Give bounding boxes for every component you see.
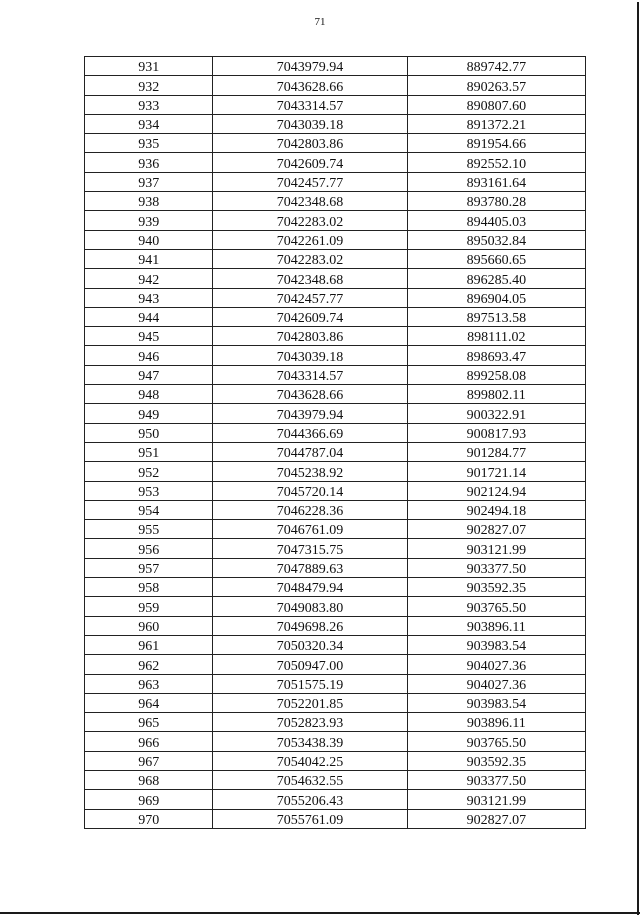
y-coordinate-cell: 899258.08 [407,365,585,384]
table-row [85,288,586,307]
y-coordinate-cell: 891954.66 [407,134,585,153]
x-coordinate-cell: 7043979.94 [213,57,407,76]
point-number-cell: 931 [85,57,213,76]
y-coordinate-cell: 896904.05 [407,288,585,307]
table-row [85,558,586,577]
table-row [85,134,586,153]
point-number-cell: 954 [85,500,213,519]
point-number-cell: 959 [85,597,213,616]
y-coordinate-cell: 899802.11 [407,385,585,404]
table-row [85,462,586,481]
table-row [85,269,586,288]
point-number-cell: 956 [85,539,213,558]
y-coordinate-cell: 903983.54 [407,693,585,712]
table-row [85,616,586,635]
point-number-cell: 957 [85,558,213,577]
y-coordinate-cell: 895660.65 [407,249,585,268]
x-coordinate-cell: 7043039.18 [213,114,407,133]
table-row [85,597,586,616]
y-coordinate-cell: 893161.64 [407,172,585,191]
table-row [85,751,586,770]
table-row [85,693,586,712]
y-coordinate-cell: 903121.99 [407,539,585,558]
point-number-cell: 965 [85,713,213,732]
table-row [85,385,586,404]
y-coordinate-cell: 890807.60 [407,95,585,114]
x-coordinate-cell: 7045238.92 [213,462,407,481]
point-number-cell: 935 [85,134,213,153]
x-coordinate-cell: 7042348.68 [213,269,407,288]
y-coordinate-cell: 903377.50 [407,558,585,577]
scan-border-right [637,2,639,915]
table-row [85,713,586,732]
x-coordinate-cell: 7043979.94 [213,404,407,423]
table-row [85,539,586,558]
point-number-cell: 964 [85,693,213,712]
x-coordinate-cell: 7046761.09 [213,520,407,539]
x-coordinate-cell: 7046228.36 [213,500,407,519]
y-coordinate-cell: 904027.36 [407,674,585,693]
table-row [85,346,586,365]
point-number-cell: 970 [85,809,213,828]
y-coordinate-cell: 903983.54 [407,635,585,654]
point-number-cell: 933 [85,95,213,114]
point-number-cell: 949 [85,404,213,423]
x-coordinate-cell: 7048479.94 [213,578,407,597]
point-number-cell: 946 [85,346,213,365]
x-coordinate-cell: 7052201.85 [213,693,407,712]
y-coordinate-cell: 902827.07 [407,809,585,828]
page-number: 71 [314,16,326,28]
y-coordinate-cell: 898111.02 [407,327,585,346]
point-number-cell: 937 [85,172,213,191]
point-number-cell: 968 [85,770,213,789]
y-coordinate-cell: 901721.14 [407,462,585,481]
x-coordinate-cell: 7055206.43 [213,790,407,809]
y-coordinate-cell: 892552.10 [407,153,585,172]
table-row [85,732,586,751]
x-coordinate-cell: 7047889.63 [213,558,407,577]
x-coordinate-cell: 7050320.34 [213,635,407,654]
y-coordinate-cell: 895032.84 [407,230,585,249]
x-coordinate-cell: 7055761.09 [213,809,407,828]
point-number-cell: 950 [85,423,213,442]
table-row [85,442,586,461]
x-coordinate-cell: 7043314.57 [213,95,407,114]
table-row [85,790,586,809]
y-coordinate-cell: 893780.28 [407,192,585,211]
point-number-cell: 939 [85,211,213,230]
x-coordinate-cell: 7043628.66 [213,385,407,404]
x-coordinate-cell: 7043314.57 [213,365,407,384]
point-number-cell: 948 [85,385,213,404]
table-row [85,230,586,249]
x-coordinate-cell: 7049698.26 [213,616,407,635]
point-number-cell: 943 [85,288,213,307]
point-number-cell: 940 [85,230,213,249]
x-coordinate-cell: 7042457.77 [213,288,407,307]
x-coordinate-cell: 7052823.93 [213,713,407,732]
coordinates-table-body [85,57,586,829]
y-coordinate-cell: 903896.11 [407,713,585,732]
point-number-cell: 944 [85,307,213,326]
scan-border-bottom [0,912,640,914]
table-row [85,249,586,268]
table-row [85,809,586,828]
x-coordinate-cell: 7051575.19 [213,674,407,693]
x-coordinate-cell: 7049083.80 [213,597,407,616]
y-coordinate-cell: 902494.18 [407,500,585,519]
table-row [85,770,586,789]
y-coordinate-cell: 904027.36 [407,655,585,674]
coordinates-table [84,56,586,829]
table-row [85,172,586,191]
y-coordinate-cell: 903121.99 [407,790,585,809]
point-number-cell: 953 [85,481,213,500]
y-coordinate-cell: 900817.93 [407,423,585,442]
point-number-cell: 960 [85,616,213,635]
y-coordinate-cell: 901284.77 [407,442,585,461]
table-row [85,192,586,211]
y-coordinate-cell: 890263.57 [407,76,585,95]
point-number-cell: 934 [85,114,213,133]
point-number-cell: 932 [85,76,213,95]
y-coordinate-cell: 903765.50 [407,732,585,751]
x-coordinate-cell: 7042348.68 [213,192,407,211]
y-coordinate-cell: 898693.47 [407,346,585,365]
table-row [85,211,586,230]
x-coordinate-cell: 7050947.00 [213,655,407,674]
y-coordinate-cell: 896285.40 [407,269,585,288]
x-coordinate-cell: 7042283.02 [213,211,407,230]
table-row [85,635,586,654]
table-row [85,57,586,76]
table-row [85,481,586,500]
point-number-cell: 958 [85,578,213,597]
x-coordinate-cell: 7053438.39 [213,732,407,751]
point-number-cell: 955 [85,520,213,539]
y-coordinate-cell: 903592.35 [407,751,585,770]
y-coordinate-cell: 903377.50 [407,770,585,789]
point-number-cell: 936 [85,153,213,172]
point-number-cell: 945 [85,327,213,346]
x-coordinate-cell: 7043628.66 [213,76,407,95]
point-number-cell: 969 [85,790,213,809]
table-row [85,114,586,133]
table-row [85,500,586,519]
y-coordinate-cell: 894405.03 [407,211,585,230]
table-row [85,327,586,346]
point-number-cell: 951 [85,442,213,461]
point-number-cell: 961 [85,635,213,654]
table-row [85,307,586,326]
x-coordinate-cell: 7042609.74 [213,307,407,326]
x-coordinate-cell: 7047315.75 [213,539,407,558]
y-coordinate-cell: 897513.58 [407,307,585,326]
x-coordinate-cell: 7042609.74 [213,153,407,172]
table-row [85,404,586,423]
point-number-cell: 962 [85,655,213,674]
y-coordinate-cell: 891372.21 [407,114,585,133]
point-number-cell: 963 [85,674,213,693]
table-row [85,76,586,95]
y-coordinate-cell: 900322.91 [407,404,585,423]
point-number-cell: 941 [85,249,213,268]
table-row [85,655,586,674]
point-number-cell: 938 [85,192,213,211]
y-coordinate-cell: 903765.50 [407,597,585,616]
table-row [85,365,586,384]
x-coordinate-cell: 7054632.55 [213,770,407,789]
table-row [85,578,586,597]
table-row [85,153,586,172]
y-coordinate-cell: 889742.77 [407,57,585,76]
table-row [85,674,586,693]
point-number-cell: 942 [85,269,213,288]
x-coordinate-cell: 7044366.69 [213,423,407,442]
x-coordinate-cell: 7042261.09 [213,230,407,249]
x-coordinate-cell: 7042457.77 [213,172,407,191]
y-coordinate-cell: 902827.07 [407,520,585,539]
x-coordinate-cell: 7054042.25 [213,751,407,770]
point-number-cell: 966 [85,732,213,751]
table-row [85,95,586,114]
x-coordinate-cell: 7042283.02 [213,249,407,268]
table-row [85,423,586,442]
x-coordinate-cell: 7042803.86 [213,134,407,153]
y-coordinate-cell: 903592.35 [407,578,585,597]
point-number-cell: 947 [85,365,213,384]
table-row [85,520,586,539]
y-coordinate-cell: 902124.94 [407,481,585,500]
x-coordinate-cell: 7045720.14 [213,481,407,500]
x-coordinate-cell: 7042803.86 [213,327,407,346]
y-coordinate-cell: 903896.11 [407,616,585,635]
point-number-cell: 967 [85,751,213,770]
x-coordinate-cell: 7043039.18 [213,346,407,365]
x-coordinate-cell: 7044787.04 [213,442,407,461]
point-number-cell: 952 [85,462,213,481]
